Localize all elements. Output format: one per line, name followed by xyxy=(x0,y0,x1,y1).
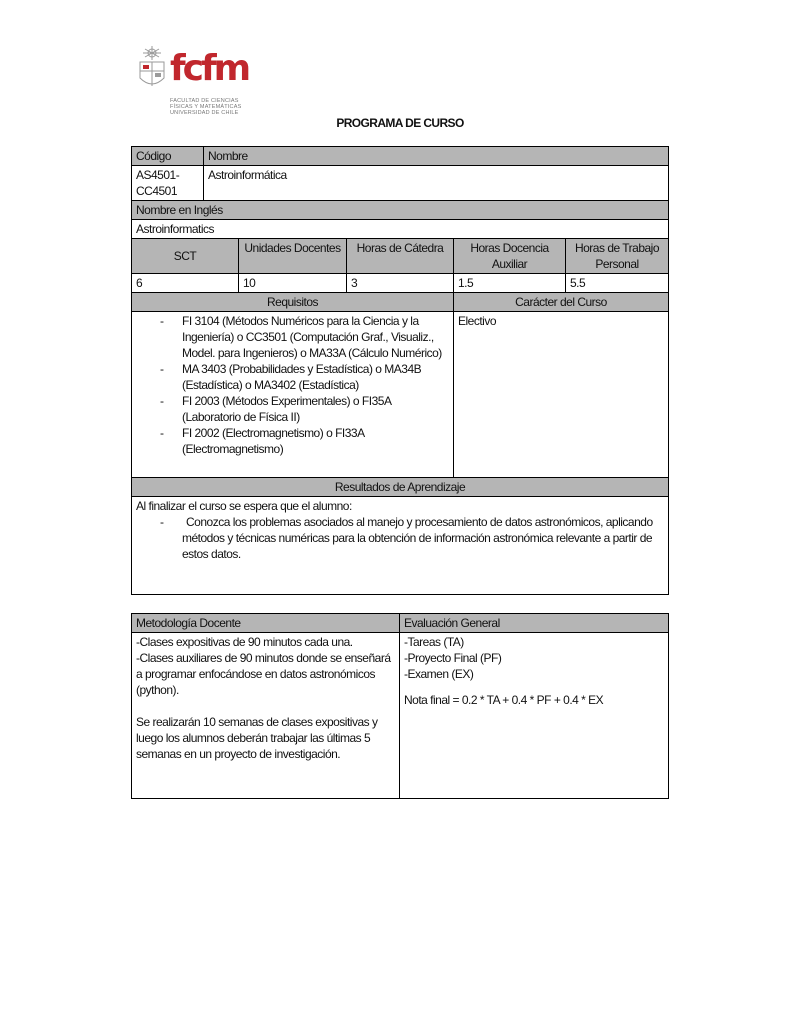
outcomes-intro: Al finalizar el curso se espera que el alumno: xyxy=(136,499,352,513)
methodology-line: -Clases expositivas de 90 minutos cada una. xyxy=(136,635,353,649)
requirement-item: - FI 3104 (Métodos Numéricos para la Ciencia y la Ingeniería) o CC3501 (Computación Graf., Visualiz., Model. para Ingenieros) o MA33A (Cálculo Numérico) xyxy=(136,313,449,361)
course-table xyxy=(131,146,669,595)
fcfm-logo xyxy=(136,44,254,118)
requirement-item: - MA 3403 (Probabilidades y Estadística) o MA34B (Estadística) o MA3402 (Estadística) xyxy=(136,361,449,393)
sct-header: SCT xyxy=(132,239,239,274)
requirements-header: Requisitos xyxy=(132,293,454,312)
outcomes-cell xyxy=(132,497,669,595)
requirement-item: - FI 2002 (Electromagnetismo) o FI33A (Electromagnetismo) xyxy=(136,425,449,457)
methodology-header: Metodología Docente xyxy=(132,614,400,633)
units-header: Unidades Docentes xyxy=(239,239,347,274)
english-name: Astroinformatics xyxy=(132,220,669,239)
methodology-line: -Clases auxiliares de 90 minutos donde se enseñará a programar enfocándose en datos astronómicos (python). xyxy=(136,651,391,697)
character-header: Carácter del Curso xyxy=(454,293,669,312)
aux-hours-value: 1.5 xyxy=(454,274,566,293)
bullet-dash: - xyxy=(160,515,164,529)
course-code: AS4501- CC4501 xyxy=(132,166,204,201)
university-crest-icon xyxy=(136,44,168,94)
evaluation-item: -Proyecto Final (PF) xyxy=(404,651,502,665)
course-name: Astroinformática xyxy=(204,166,669,201)
units-value: 10 xyxy=(239,274,347,293)
requirement-item: - FI 2003 (Métodos Experimentales) o FI35A (Laboratorio de Física II) xyxy=(136,393,449,425)
evaluation-item: -Tareas (TA) xyxy=(404,635,464,649)
methodology-table xyxy=(131,613,669,799)
outcome-item: - Conozca los problemas asociados al manejo y procesamiento de datos astronómicos, aplicando métodos y técnicas numéricas para la obtención de información astronómica relevante a partir de estos datos. xyxy=(160,515,653,561)
name-header: Nombre xyxy=(204,147,669,166)
personal-hours-header: Horas de Trabajo Personal xyxy=(566,239,669,274)
aux-hours-header: Horas Docencia Auxiliar xyxy=(454,239,566,274)
outcomes-header: Resultados de Aprendizaje xyxy=(132,478,669,497)
english-name-header: Nombre en Inglés xyxy=(132,201,669,220)
logo-subtitle: FACULTAD DE CIENCIAS FÍSICAS Y MATEMÁTICAS UNIVERSIDAD DE CHILE xyxy=(170,98,242,116)
character-value: Electivo xyxy=(454,312,669,478)
lecture-hours-header: Horas de Cátedra xyxy=(347,239,454,274)
personal-hours-value: 5.5 xyxy=(566,274,669,293)
code-header: Código xyxy=(132,147,204,166)
page-title: PROGRAMA DE CURSO xyxy=(336,116,464,130)
sct-value: 6 xyxy=(132,274,239,293)
requirements-list xyxy=(136,313,449,457)
grade-formula: Nota final = 0.2 * TA + 0.4 * PF + 0.4 * EX xyxy=(404,693,604,707)
methodology-cell xyxy=(132,633,400,799)
logo-wordmark: fcfm xyxy=(170,48,249,89)
methodology-line: Se realizarán 10 semanas de clases expositivas y luego los alumnos deberán trabajar las últimas 5 semanas en un proyecto de investigación. xyxy=(136,715,378,761)
requirements-cell xyxy=(132,312,454,478)
evaluation-item: -Examen (EX) xyxy=(404,667,474,681)
lecture-hours-value: 3 xyxy=(347,274,454,293)
evaluation-header: Evaluación General xyxy=(400,614,669,633)
evaluation-cell xyxy=(400,633,669,799)
